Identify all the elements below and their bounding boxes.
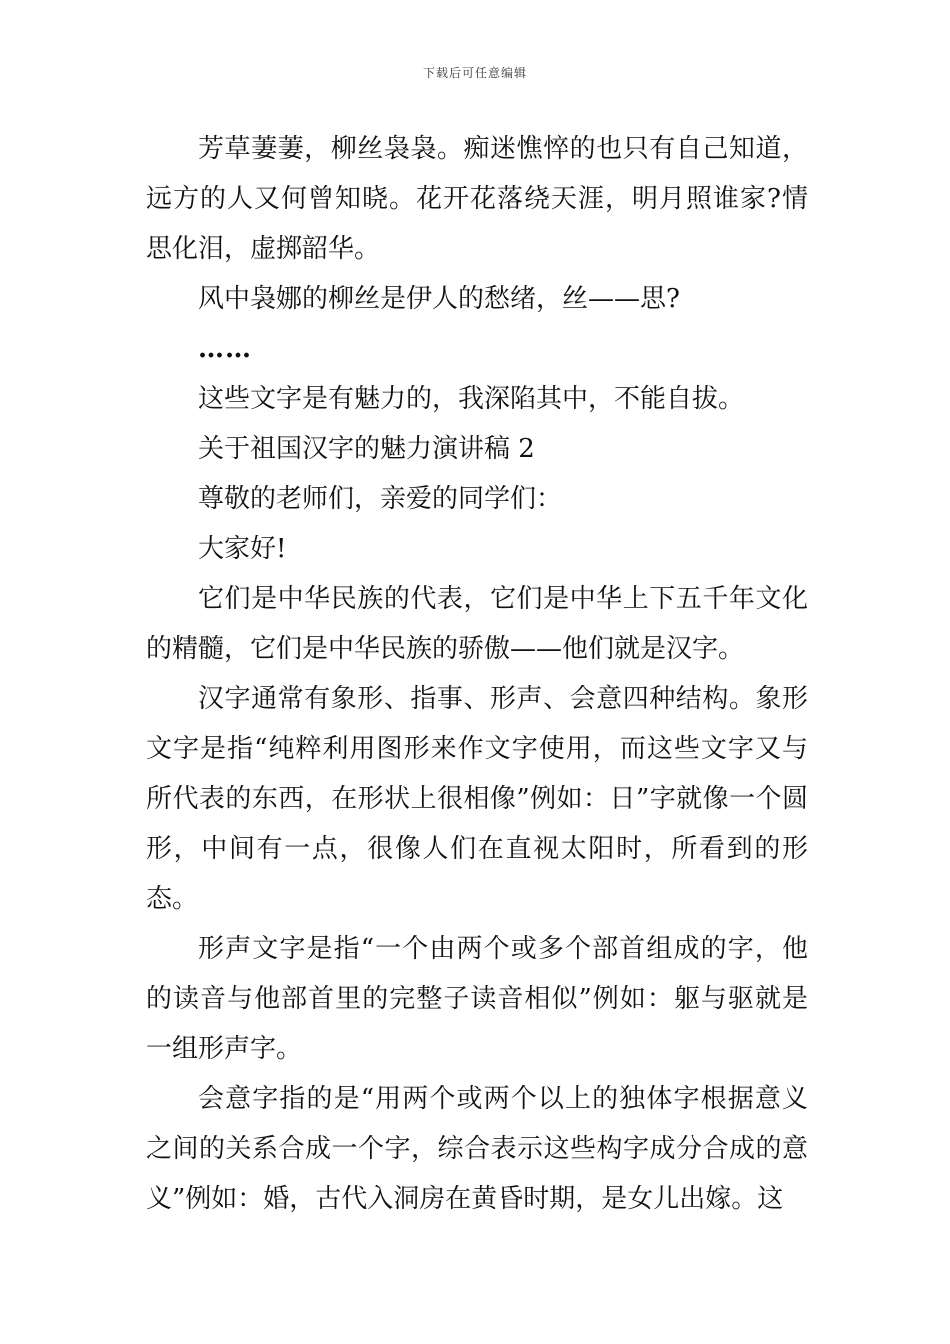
greeting: 大家好! [198,534,287,564]
paragraph-2: 风中袅娜的柳丝是伊人的愁绪，丝——思? [198,284,680,314]
paragraph-3: 这些文字是有魅力的，我深陷其中，不能自拔。 [198,384,745,414]
paragraph-5: 汉字通常有象形、指事、形声、会意四种结构。象形文字是指“纯粹利用图形来作文字使用，而这些文字又与所代表的东西，在形状上很相像”例如：日”字就像一个圆形，中间有一点，很像人们在直视太阳时，所看到的形态。 [146,684,808,914]
speech-title: 关于祖国汉字的魅力演讲稿 2 [198,434,535,464]
page-header: 下载后可任意编辑 [422,66,527,80]
paragraph-4: 它们是中华民族的代表，它们是中华上下五千年文化的精髓，它们是中华民族的骄傲——他们就是汉字。 [146,584,808,664]
paragraph-6: 形声文字是指“一个由两个或多个部首组成的字，他的读音与他部首里的完整子读音相似”例如：躯与驱就是一组形声字。 [146,934,808,1064]
paragraph-1: 芳草萋萋，柳丝袅袅。痴迷憔悴的也只有自己知道，远方的人又何曾知晓。花开花落绕天涯，明月照谁家?情思化泪，虚掷韶华。 [146,134,808,264]
document-body [146,124,808,1224]
salutation: 尊敬的老师们，亲爱的同学们： [198,484,563,514]
paragraph-ellipsis: …… [198,334,252,364]
paragraph-7: 会意字指的是“用两个或两个以上的独体字根据意义之间的关系合成一个字，综合表示这些构字成分合成的意义”例如：婚，古代入洞房在黄昏时期，是女儿出嫁。这 [146,1084,808,1214]
